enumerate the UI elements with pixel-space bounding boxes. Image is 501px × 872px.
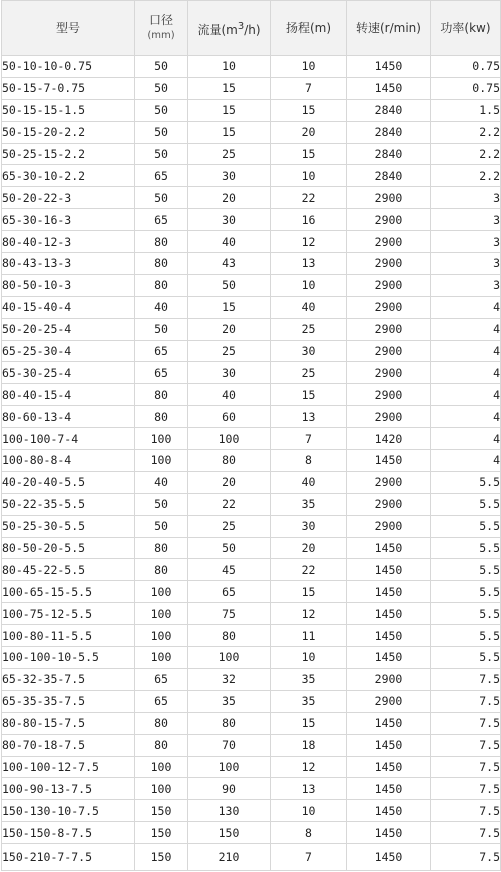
cell-diameter: 80 xyxy=(135,537,188,559)
cell-model: 100-80-11-5.5 xyxy=(2,625,135,647)
cell-flow: 10 xyxy=(188,56,271,78)
cell-diameter: 150 xyxy=(135,822,188,844)
cell-power: 1.5 xyxy=(431,99,501,121)
table-row xyxy=(2,121,501,143)
cell-speed: 1450 xyxy=(347,537,431,559)
cell-flow: 15 xyxy=(188,99,271,121)
cell-diameter: 100 xyxy=(135,756,188,778)
table-row xyxy=(2,756,501,778)
cell-head: 10 xyxy=(271,56,347,78)
table-row xyxy=(2,296,501,318)
header-flow xyxy=(188,1,271,56)
cell-diameter: 50 xyxy=(135,56,188,78)
cell-model: 80-40-12-3 xyxy=(2,231,135,253)
cell-speed: 1450 xyxy=(347,77,431,99)
header-flow-superscript: 3 xyxy=(237,20,245,32)
cell-power: 0.75 xyxy=(431,56,501,78)
cell-head: 13 xyxy=(271,778,347,800)
table-row xyxy=(2,581,501,603)
cell-diameter: 40 xyxy=(135,296,188,318)
cell-model: 150-210-7-7.5 xyxy=(2,844,135,871)
cell-model: 50-15-20-2.2 xyxy=(2,121,135,143)
cell-flow: 20 xyxy=(188,471,271,493)
cell-head: 15 xyxy=(271,99,347,121)
cell-flow: 20 xyxy=(188,187,271,209)
cell-flow: 15 xyxy=(188,121,271,143)
cell-speed: 2840 xyxy=(347,143,431,165)
cell-speed: 2900 xyxy=(347,253,431,275)
cell-head: 13 xyxy=(271,406,347,428)
cell-flow: 80 xyxy=(188,450,271,472)
cell-power: 3 xyxy=(431,187,501,209)
table-row xyxy=(2,231,501,253)
cell-model: 50-15-15-1.5 xyxy=(2,99,135,121)
cell-diameter: 65 xyxy=(135,362,188,384)
cell-diameter: 50 xyxy=(135,187,188,209)
cell-power: 5.5 xyxy=(431,603,501,625)
cell-model: 50-25-30-5.5 xyxy=(2,515,135,537)
cell-speed: 1450 xyxy=(347,559,431,581)
table-row xyxy=(2,559,501,581)
cell-flow: 20 xyxy=(188,318,271,340)
cell-model: 150-130-10-7.5 xyxy=(2,800,135,822)
cell-head: 10 xyxy=(271,647,347,669)
cell-head: 22 xyxy=(271,187,347,209)
cell-speed: 1450 xyxy=(347,734,431,756)
cell-power: 4 xyxy=(431,362,501,384)
cell-power: 4 xyxy=(431,384,501,406)
cell-model: 65-32-35-7.5 xyxy=(2,668,135,690)
cell-flow: 25 xyxy=(188,143,271,165)
cell-head: 22 xyxy=(271,559,347,581)
cell-speed: 1450 xyxy=(347,647,431,669)
cell-speed: 2840 xyxy=(347,165,431,187)
cell-diameter: 100 xyxy=(135,450,188,472)
cell-head: 30 xyxy=(271,340,347,362)
cell-model: 65-30-25-4 xyxy=(2,362,135,384)
header-speed: 转速(r/min) xyxy=(347,1,431,56)
cell-speed: 1450 xyxy=(347,822,431,844)
cell-speed: 2840 xyxy=(347,121,431,143)
cell-flow: 30 xyxy=(188,209,271,231)
cell-diameter: 80 xyxy=(135,559,188,581)
header-diameter xyxy=(135,1,188,56)
cell-flow: 210 xyxy=(188,844,271,871)
table-row xyxy=(2,362,501,384)
cell-head: 40 xyxy=(271,296,347,318)
cell-speed: 2900 xyxy=(347,362,431,384)
cell-power: 5.5 xyxy=(431,515,501,537)
table-row xyxy=(2,800,501,822)
header-diameter-unit: (mm) xyxy=(147,30,175,41)
table-row xyxy=(2,384,501,406)
cell-speed: 2900 xyxy=(347,515,431,537)
cell-diameter: 100 xyxy=(135,625,188,647)
cell-flow: 40 xyxy=(188,231,271,253)
table-row xyxy=(2,143,501,165)
cell-flow: 15 xyxy=(188,296,271,318)
cell-flow: 75 xyxy=(188,603,271,625)
header-flow-prefix: 流量(m xyxy=(197,22,238,37)
table-row xyxy=(2,844,501,871)
cell-flow: 60 xyxy=(188,406,271,428)
cell-power: 7.5 xyxy=(431,800,501,822)
cell-flow: 40 xyxy=(188,384,271,406)
cell-diameter: 50 xyxy=(135,515,188,537)
table-row xyxy=(2,471,501,493)
cell-diameter: 65 xyxy=(135,340,188,362)
cell-model: 100-100-12-7.5 xyxy=(2,756,135,778)
cell-power: 4 xyxy=(431,406,501,428)
cell-model: 80-43-13-3 xyxy=(2,253,135,275)
cell-head: 20 xyxy=(271,121,347,143)
cell-flow: 30 xyxy=(188,165,271,187)
cell-diameter: 65 xyxy=(135,690,188,712)
cell-model: 100-100-7-4 xyxy=(2,428,135,450)
cell-power: 3 xyxy=(431,231,501,253)
cell-diameter: 50 xyxy=(135,493,188,515)
cell-power: 4 xyxy=(431,296,501,318)
table-row xyxy=(2,187,501,209)
cell-speed: 2900 xyxy=(347,406,431,428)
cell-head: 18 xyxy=(271,734,347,756)
cell-head: 30 xyxy=(271,515,347,537)
cell-flow: 100 xyxy=(188,428,271,450)
table-row xyxy=(2,493,501,515)
cell-speed: 1450 xyxy=(347,844,431,871)
cell-model: 80-50-10-3 xyxy=(2,274,135,296)
cell-model: 100-80-8-4 xyxy=(2,450,135,472)
cell-diameter: 80 xyxy=(135,274,188,296)
cell-diameter: 50 xyxy=(135,318,188,340)
cell-power: 5.5 xyxy=(431,647,501,669)
table-row xyxy=(2,274,501,296)
cell-diameter: 100 xyxy=(135,647,188,669)
cell-power: 2.2 xyxy=(431,143,501,165)
cell-diameter: 65 xyxy=(135,209,188,231)
cell-model: 50-25-15-2.2 xyxy=(2,143,135,165)
cell-power: 7.5 xyxy=(431,734,501,756)
cell-model: 100-90-13-7.5 xyxy=(2,778,135,800)
cell-power: 7.5 xyxy=(431,712,501,734)
cell-speed: 1420 xyxy=(347,428,431,450)
cell-power: 7.5 xyxy=(431,778,501,800)
cell-speed: 2900 xyxy=(347,318,431,340)
table-row xyxy=(2,778,501,800)
cell-head: 12 xyxy=(271,603,347,625)
cell-flow: 130 xyxy=(188,800,271,822)
cell-speed: 2900 xyxy=(347,209,431,231)
cell-power: 3 xyxy=(431,274,501,296)
header-power: 功率(kw) xyxy=(431,1,501,56)
cell-speed: 2900 xyxy=(347,296,431,318)
cell-head: 15 xyxy=(271,143,347,165)
cell-diameter: 50 xyxy=(135,99,188,121)
cell-model: 65-30-16-3 xyxy=(2,209,135,231)
cell-power: 5.5 xyxy=(431,581,501,603)
header-flow-suffix: /h) xyxy=(244,22,261,37)
cell-power: 4 xyxy=(431,318,501,340)
cell-head: 20 xyxy=(271,537,347,559)
table-row xyxy=(2,625,501,647)
table-row xyxy=(2,537,501,559)
cell-head: 15 xyxy=(271,712,347,734)
cell-diameter: 65 xyxy=(135,668,188,690)
table-row xyxy=(2,515,501,537)
cell-speed: 2900 xyxy=(347,668,431,690)
cell-model: 100-100-10-5.5 xyxy=(2,647,135,669)
cell-flow: 150 xyxy=(188,822,271,844)
cell-power: 7.5 xyxy=(431,822,501,844)
cell-model: 100-65-15-5.5 xyxy=(2,581,135,603)
cell-head: 16 xyxy=(271,209,347,231)
cell-speed: 1450 xyxy=(347,581,431,603)
table-row xyxy=(2,450,501,472)
table-row xyxy=(2,734,501,756)
cell-diameter: 80 xyxy=(135,253,188,275)
cell-flow: 35 xyxy=(188,690,271,712)
cell-model: 50-20-22-3 xyxy=(2,187,135,209)
cell-diameter: 80 xyxy=(135,406,188,428)
cell-speed: 2900 xyxy=(347,231,431,253)
cell-flow: 25 xyxy=(188,515,271,537)
cell-model: 80-45-22-5.5 xyxy=(2,559,135,581)
cell-diameter: 65 xyxy=(135,165,188,187)
cell-flow: 22 xyxy=(188,493,271,515)
cell-flow: 45 xyxy=(188,559,271,581)
cell-speed: 1450 xyxy=(347,778,431,800)
cell-head: 35 xyxy=(271,493,347,515)
header-head: 扬程(m) xyxy=(271,1,347,56)
cell-head: 15 xyxy=(271,384,347,406)
table-row xyxy=(2,56,501,78)
cell-model: 50-10-10-0.75 xyxy=(2,56,135,78)
cell-head: 10 xyxy=(271,165,347,187)
cell-head: 35 xyxy=(271,668,347,690)
cell-power: 7.5 xyxy=(431,690,501,712)
cell-speed: 1450 xyxy=(347,603,431,625)
cell-speed: 2900 xyxy=(347,384,431,406)
cell-head: 12 xyxy=(271,756,347,778)
cell-diameter: 80 xyxy=(135,734,188,756)
cell-power: 4 xyxy=(431,428,501,450)
cell-model: 150-150-8-7.5 xyxy=(2,822,135,844)
cell-diameter: 80 xyxy=(135,384,188,406)
cell-diameter: 50 xyxy=(135,77,188,99)
cell-power: 5.5 xyxy=(431,471,501,493)
table-row xyxy=(2,99,501,121)
table-row xyxy=(2,165,501,187)
cell-flow: 100 xyxy=(188,756,271,778)
cell-flow: 65 xyxy=(188,581,271,603)
cell-speed: 2900 xyxy=(347,690,431,712)
cell-speed: 1450 xyxy=(347,756,431,778)
cell-model: 65-25-30-4 xyxy=(2,340,135,362)
cell-speed: 1450 xyxy=(347,625,431,647)
table-row xyxy=(2,428,501,450)
cell-flow: 100 xyxy=(188,647,271,669)
table-row xyxy=(2,253,501,275)
header-diameter-label: 口径 xyxy=(148,13,173,27)
cell-power: 5.5 xyxy=(431,625,501,647)
cell-model: 65-30-10-2.2 xyxy=(2,165,135,187)
pump-spec-table xyxy=(1,0,501,871)
cell-speed: 2900 xyxy=(347,187,431,209)
cell-model: 50-22-35-5.5 xyxy=(2,493,135,515)
cell-speed: 2900 xyxy=(347,471,431,493)
cell-head: 40 xyxy=(271,471,347,493)
table-row xyxy=(2,822,501,844)
cell-diameter: 50 xyxy=(135,143,188,165)
table-row xyxy=(2,668,501,690)
cell-diameter: 150 xyxy=(135,844,188,871)
header-row xyxy=(2,1,501,56)
cell-flow: 70 xyxy=(188,734,271,756)
cell-model: 50-15-7-0.75 xyxy=(2,77,135,99)
cell-flow: 15 xyxy=(188,77,271,99)
cell-head: 10 xyxy=(271,274,347,296)
cell-power: 5.5 xyxy=(431,537,501,559)
cell-power: 4 xyxy=(431,450,501,472)
cell-head: 7 xyxy=(271,844,347,871)
cell-flow: 80 xyxy=(188,625,271,647)
cell-diameter: 40 xyxy=(135,471,188,493)
cell-flow: 50 xyxy=(188,537,271,559)
cell-model: 80-60-13-4 xyxy=(2,406,135,428)
header-model: 型号 xyxy=(2,1,135,56)
cell-model: 80-50-20-5.5 xyxy=(2,537,135,559)
table-row xyxy=(2,690,501,712)
cell-flow: 90 xyxy=(188,778,271,800)
cell-head: 35 xyxy=(271,690,347,712)
cell-flow: 50 xyxy=(188,274,271,296)
cell-power: 7.5 xyxy=(431,844,501,871)
cell-power: 7.5 xyxy=(431,668,501,690)
cell-flow: 30 xyxy=(188,362,271,384)
cell-speed: 2840 xyxy=(347,99,431,121)
cell-power: 2.2 xyxy=(431,165,501,187)
cell-diameter: 100 xyxy=(135,581,188,603)
table-row xyxy=(2,318,501,340)
cell-speed: 2900 xyxy=(347,493,431,515)
cell-diameter: 100 xyxy=(135,603,188,625)
cell-head: 25 xyxy=(271,318,347,340)
cell-head: 7 xyxy=(271,428,347,450)
cell-model: 80-40-15-4 xyxy=(2,384,135,406)
cell-speed: 1450 xyxy=(347,712,431,734)
cell-model: 80-80-15-7.5 xyxy=(2,712,135,734)
cell-diameter: 80 xyxy=(135,712,188,734)
cell-power: 5.5 xyxy=(431,493,501,515)
cell-speed: 1450 xyxy=(347,450,431,472)
table-row xyxy=(2,340,501,362)
cell-diameter: 80 xyxy=(135,231,188,253)
table-row xyxy=(2,712,501,734)
cell-head: 10 xyxy=(271,800,347,822)
cell-head: 8 xyxy=(271,822,347,844)
cell-head: 11 xyxy=(271,625,347,647)
table-row xyxy=(2,603,501,625)
cell-speed: 1450 xyxy=(347,56,431,78)
cell-diameter: 100 xyxy=(135,778,188,800)
cell-power: 4 xyxy=(431,340,501,362)
cell-model: 100-75-12-5.5 xyxy=(2,603,135,625)
table-row xyxy=(2,77,501,99)
cell-model: 50-20-25-4 xyxy=(2,318,135,340)
cell-power: 3 xyxy=(431,209,501,231)
cell-power: 7.5 xyxy=(431,756,501,778)
cell-head: 25 xyxy=(271,362,347,384)
table-row xyxy=(2,406,501,428)
cell-model: 80-70-18-7.5 xyxy=(2,734,135,756)
cell-model: 40-20-40-5.5 xyxy=(2,471,135,493)
cell-head: 13 xyxy=(271,253,347,275)
cell-speed: 1450 xyxy=(347,800,431,822)
cell-speed: 2900 xyxy=(347,340,431,362)
table-body xyxy=(2,56,501,871)
cell-head: 7 xyxy=(271,77,347,99)
table-row xyxy=(2,209,501,231)
cell-diameter: 50 xyxy=(135,121,188,143)
cell-flow: 43 xyxy=(188,253,271,275)
cell-power: 2.2 xyxy=(431,121,501,143)
cell-model: 40-15-40-4 xyxy=(2,296,135,318)
cell-flow: 25 xyxy=(188,340,271,362)
cell-power: 5.5 xyxy=(431,559,501,581)
table-row xyxy=(2,647,501,669)
cell-power: 3 xyxy=(431,253,501,275)
cell-head: 12 xyxy=(271,231,347,253)
cell-speed: 2900 xyxy=(347,274,431,296)
cell-diameter: 100 xyxy=(135,428,188,450)
cell-flow: 80 xyxy=(188,712,271,734)
cell-power: 0.75 xyxy=(431,77,501,99)
cell-model: 65-35-35-7.5 xyxy=(2,690,135,712)
cell-head: 8 xyxy=(271,450,347,472)
cell-diameter: 150 xyxy=(135,800,188,822)
cell-flow: 32 xyxy=(188,668,271,690)
cell-head: 15 xyxy=(271,581,347,603)
